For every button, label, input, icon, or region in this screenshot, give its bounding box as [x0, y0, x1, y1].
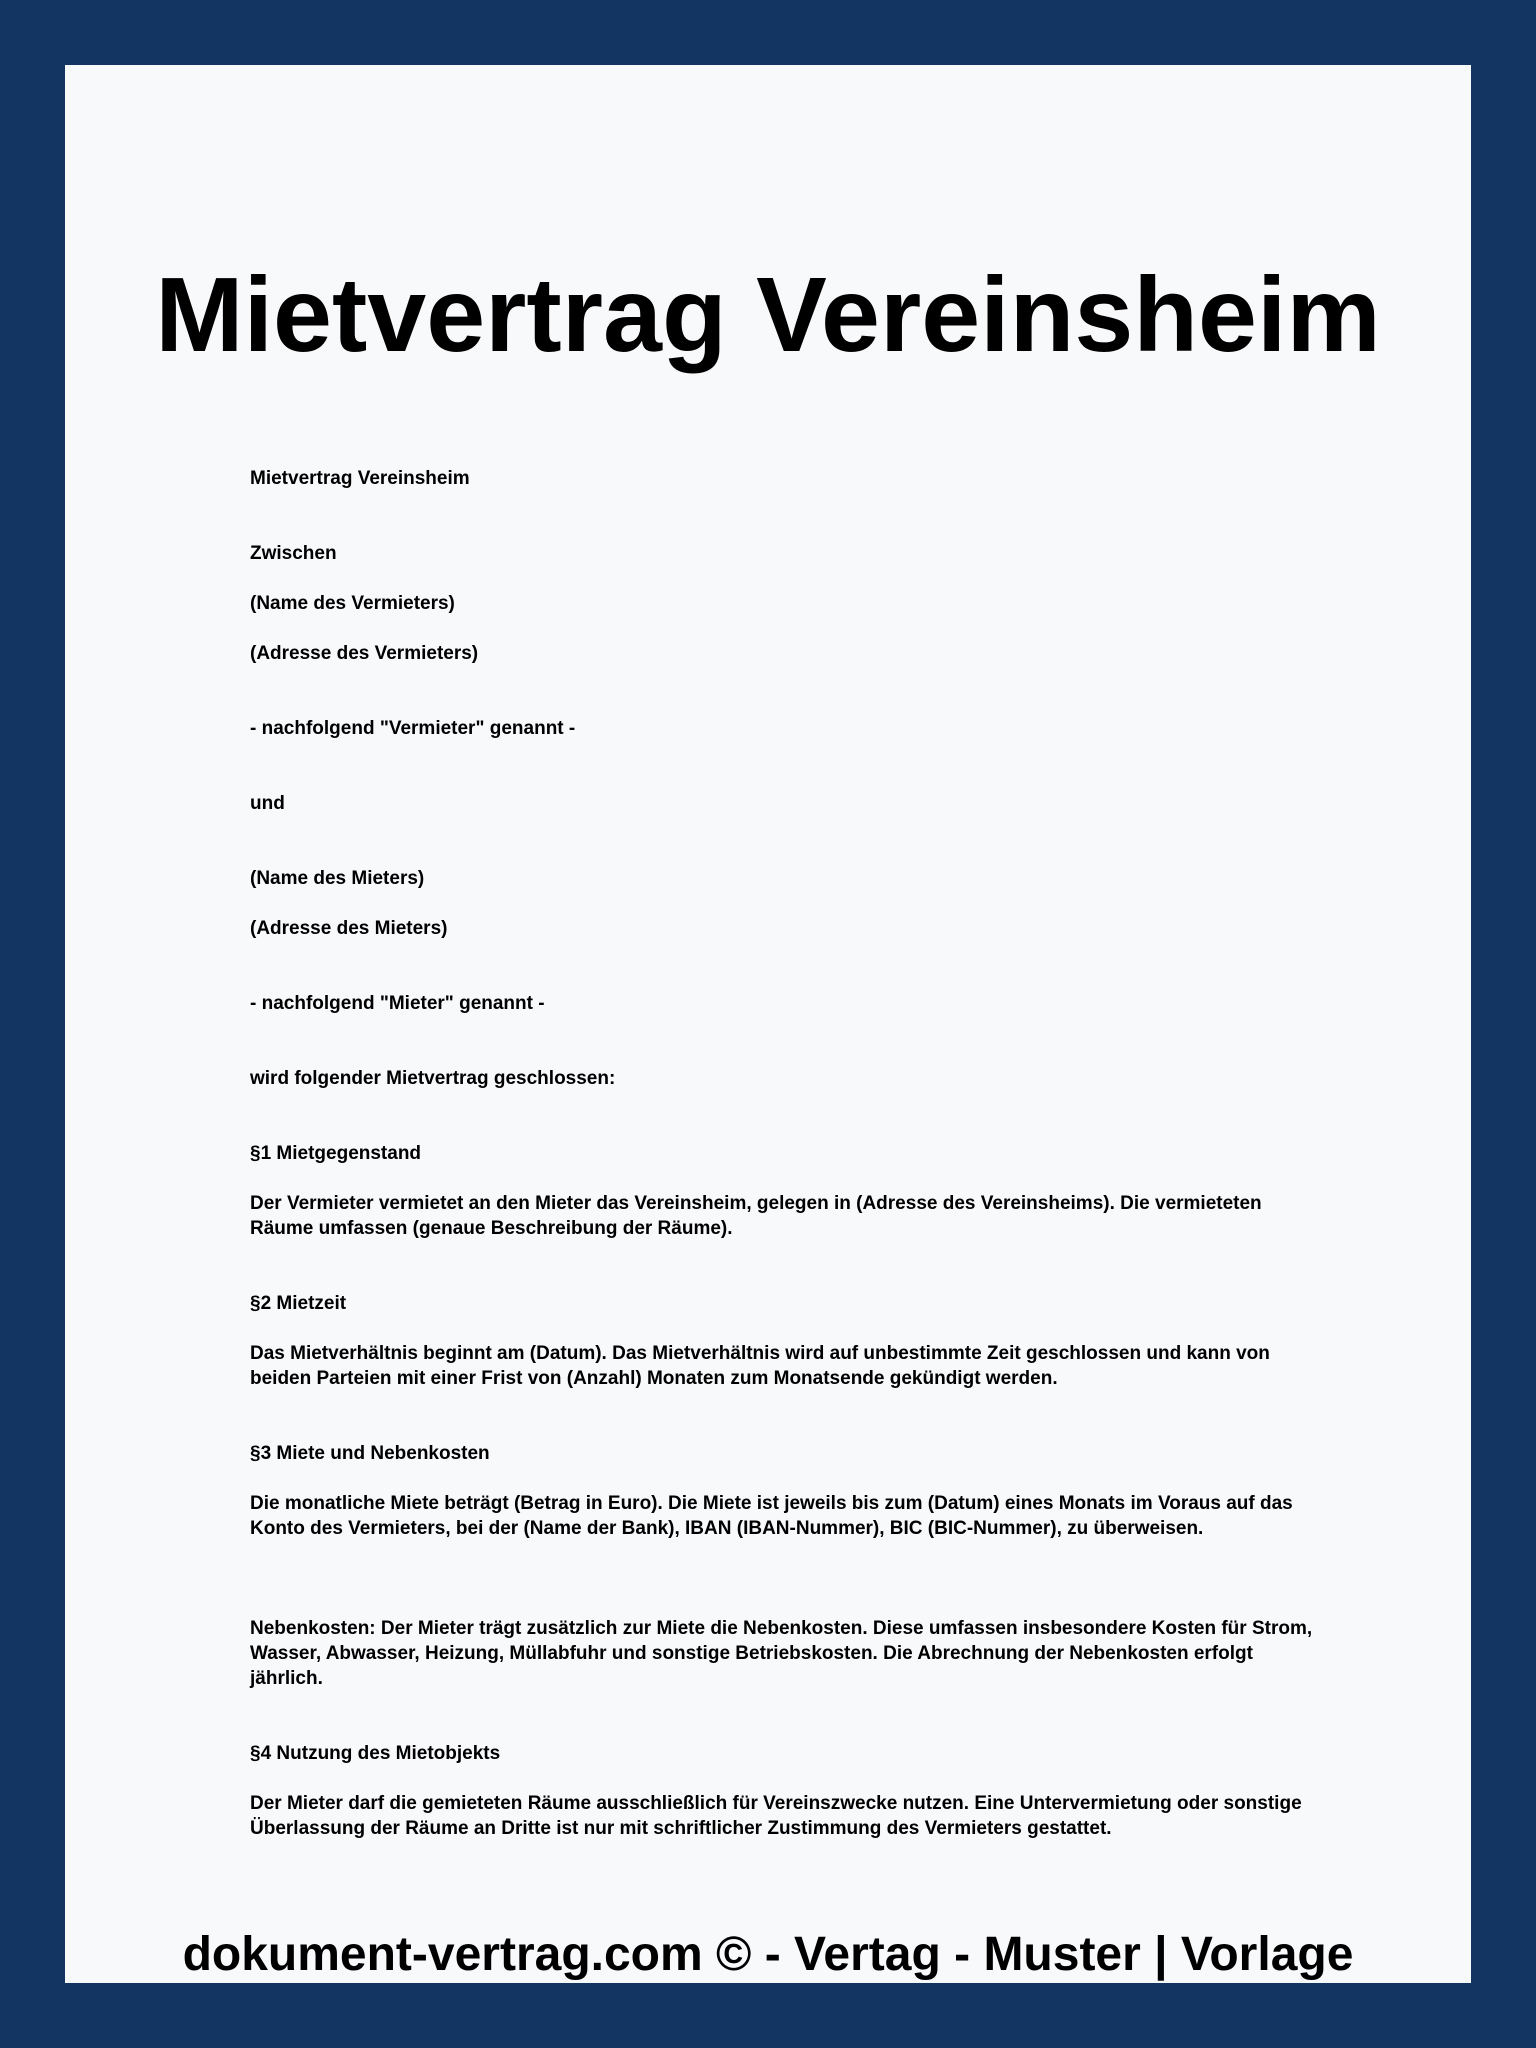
tenant-designation: - nachfolgend "Mieter" genannt -	[250, 993, 545, 1014]
section-body-2: Das Mietverhältnis beginnt am (Datum). Das Mietverhältnis wird auf unbestimmte Zeit geschlossen und kann von beiden Parteien mit einer Frist von (Anzahl) Monaten zum Monatsende gekündigt werden.	[250, 1343, 1270, 1389]
landlord-designation: - nachfolgend "Vermieter" genannt -	[250, 718, 576, 739]
heading-contract-name: Mietvertrag Vereinsheim	[250, 468, 470, 489]
section-heading-3: §3 Miete und Nebenkosten	[250, 1443, 490, 1464]
document-title: Mietvertrag Vereinsheim	[155, 256, 1381, 374]
section-heading-2: §2 Mietzeit	[250, 1293, 347, 1314]
contract-intro: wird folgender Mietvertrag geschlossen:	[250, 1068, 616, 1089]
tenant-name: (Name des Mieters)	[250, 868, 425, 889]
footer-watermark: dokument-vertrag.com © - Vertag - Muster | Vorlage	[182, 1928, 1354, 1981]
text-and: und	[250, 793, 285, 814]
document-page	[65, 65, 1471, 1983]
tenant-address: (Adresse des Mieters)	[250, 918, 448, 939]
section-heading-1: §1 Mietgegenstand	[250, 1143, 422, 1164]
section-body-1: Der Vermieter vermietet an den Mieter das Vereinsheim, gelegen in (Adresse des Vereinsheims). Die vermieteten Räume umfassen (genaue Beschreibung der Räume).	[250, 1193, 1262, 1239]
section-body-3-rent: Die monatliche Miete beträgt (Betrag in Euro). Die Miete ist jeweils bis zum (Datum) eines Monats im Voraus auf das Konto des Vermieters, bei der (Name der Bank), IBAN (IBAN-Nummer), BIC (BIC-Nummer), zu überweisen.	[250, 1493, 1293, 1539]
landlord-name: (Name des Vermieters)	[250, 593, 455, 614]
section-heading-4: §4 Nutzung des Mietobjekts	[250, 1743, 501, 1764]
section-body-4: Der Mieter darf die gemieteten Räume ausschließlich für Vereinszwecke nutzen. Eine Untervermietung oder sonstige Überlassung der Räume an Dritte ist nur mit schriftlicher Zustimmung des Vermieters gestattet.	[250, 1793, 1302, 1839]
section-body-3-costs: Nebenkosten: Der Mieter trägt zusätzlich zur Miete die Nebenkosten. Diese umfassen insbesondere Kosten für Strom, Wasser, Abwasser, Heizung, Müllabfuhr und sonstige Betriebskosten. Die Abrechnung der Nebenkosten erfolgt jährlich.	[250, 1618, 1313, 1689]
landlord-address: (Adresse des Vermieters)	[250, 643, 479, 664]
text-between: Zwischen	[250, 543, 337, 564]
